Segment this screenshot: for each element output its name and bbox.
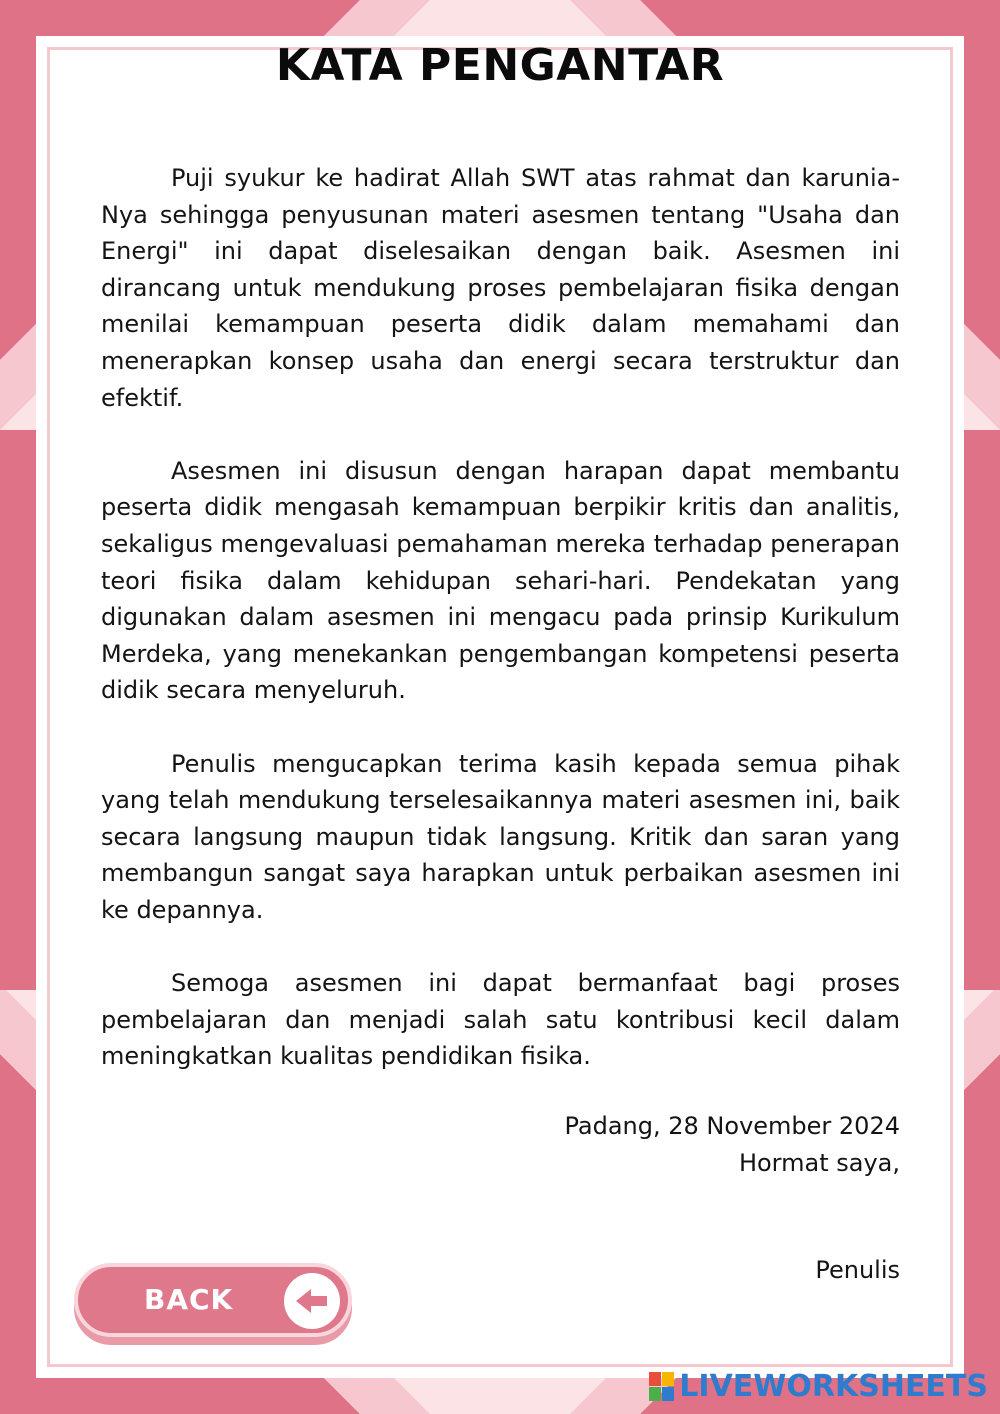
paragraph-1: Puji syukur ke hadirat Allah SWT atas rahmat dan karunia-Nya sehingga penyusunan materi asesmen tentang "Usaha dan Energi" ini dapat diselesaikan dengan baik. Asesmen ini dirancang untuk mendukung proses pembelajaran fisika dengan menilai kemampuan peserta didik dalam memahami dan menerapkan konsep usaha dan energi secara terstruktur dan efektif. [101, 164, 900, 412]
signature-name: Penulis [815, 1256, 900, 1284]
page-title: KATA PENGANTAR [275, 40, 725, 91]
watermark-text: LIVEWORKSHEETS [679, 1369, 988, 1404]
back-button[interactable] [74, 1263, 352, 1337]
paragraph-2: Asesmen ini disusun dengan harapan dapat membantu peserta didik mengasah kemampuan berpikir kritis dan analitis, sekaligus mengevaluasi pemahaman mereka terhadap penerapan teori fisika dalam kehidupan sehari-hari. Pendekatan yang digunakan dalam asesmen ini mengacu pada prinsip Kurikulum Merdeka, yang menekankan pengembangan kompetensi peserta didik secara menyeluruh. [101, 456, 900, 705]
paragraph-3: Penulis mengucapkan terima kasih kepada semua pihak yang telah mendukung terselesaikannya materi asesmen ini, baik secara langsung maupun tidak langsung. Kritik dan saran yang membangun sangat saya harapkan untuk perbaikan asesmen ini ke depannya. [101, 749, 900, 924]
back-button-label: BACK [144, 1283, 234, 1316]
closing: Hormat saya, [738, 1149, 900, 1177]
liveworksheets-logo-icon [649, 1372, 675, 1402]
paragraph-4: Semoga asesmen ini dapat bermanfaat bagi proses pembelajaran dan menjadi salah satu kontribusi kecil dalam meningkatkan kualitas pendidikan fisika. [101, 969, 900, 1071]
foreword-body [101, 160, 900, 1111]
watermark [649, 1369, 988, 1404]
signature-block [565, 1108, 900, 1182]
place-date: Padang, 28 November 2024 [564, 1112, 900, 1140]
arrow-left-icon [284, 1273, 340, 1329]
